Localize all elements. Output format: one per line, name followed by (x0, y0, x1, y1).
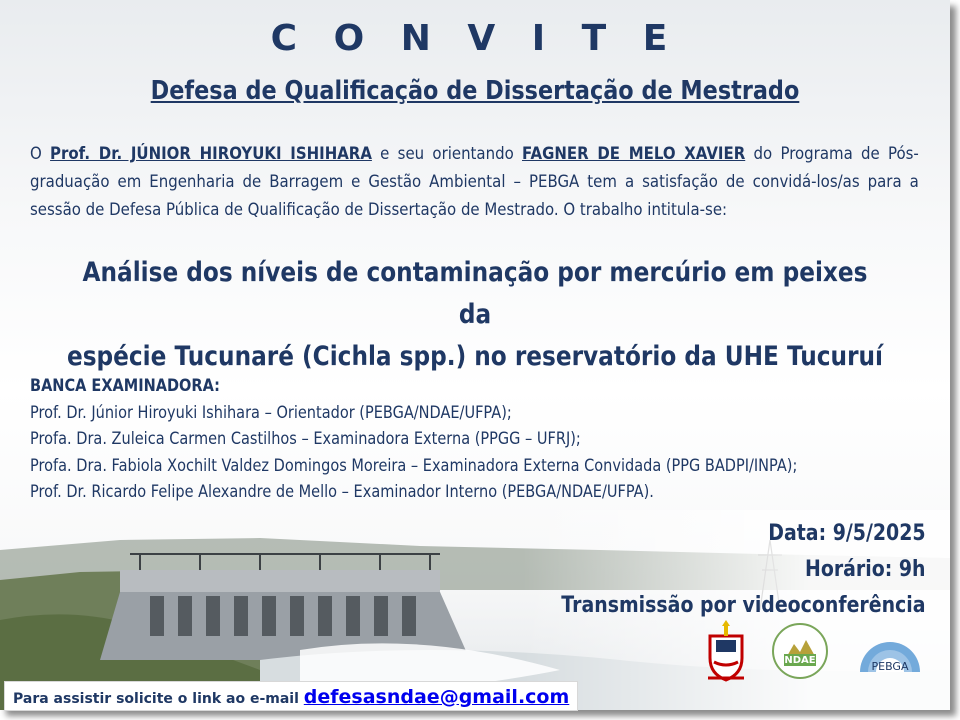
footer-text: Para assistir solicite o link ao e-mail (13, 691, 304, 707)
advisor-name: Prof. Dr. JÚNIOR HIROYUKI ISHIHARA (50, 144, 372, 164)
pebga-logo (860, 642, 920, 673)
footer-note (4, 681, 578, 711)
ndae-label: NDAE (784, 655, 816, 666)
event-time: Horário: 9h (805, 557, 926, 582)
ufpa-crest-icon (708, 620, 744, 680)
work-title-line-1: Análise dos níveis de contaminação por mercúrio em peixes da (82, 257, 868, 330)
intro-text-1: O (30, 144, 51, 164)
ndae-logo (773, 624, 827, 678)
institution-logos (700, 618, 940, 688)
board-member: Profa. Dra. Zuleica Carmen Castilhos – Examinadora Externa (PPGG – UFRJ); (30, 429, 581, 448)
invitation-title: C O N V I T E (270, 18, 680, 59)
contact-email-link[interactable]: defesasndae@gmail.com (303, 686, 570, 708)
intro-paragraph (30, 140, 919, 224)
student-name: FAGNER DE MELO XAVIER (522, 144, 746, 164)
examining-board (30, 373, 919, 506)
event-mode: Transmissão por videoconferência (561, 593, 926, 618)
event-subtitle: Defesa de Qualificação de Dissertação de Mestrado (150, 76, 800, 106)
event-date: Data: 9/5/2025 (768, 521, 926, 546)
board-member: Prof. Dr. Ricardo Felipe Alexandre de Mello – Examinador Interno (PEBGA/NDAE/UFPA). (30, 482, 654, 501)
board-member: Prof. Dr. Júnior Hiroyuki Ishihara – Orientador (PEBGA/NDAE/UFPA); (30, 402, 512, 422)
intro-text-2: e seu orientando (371, 144, 523, 164)
pebga-label: PEBGA (871, 660, 909, 673)
event-details (562, 516, 926, 624)
board-member: Profa. Dra. Fabiola Xochilt Valdez Domingos Moreira – Examinadora Externa Convidada (PPG BADPI/INPA); (30, 455, 798, 475)
work-title-line-2: espécie Tucunaré (Cichla spp.) no reservatório da UHE Tucuruí (66, 341, 884, 372)
work-title (67, 252, 884, 378)
examining-board-heading: BANCA EXAMINADORA: (30, 376, 220, 395)
intro-text-3: do Programa de Pós-graduação em Engenharia de Barragem e Gestão Ambiental – PEBGA tem a satisfação de convidá-los/as para a sessão de Defesa Pública de Qualificação de Dissertação de Mestrado. O trabalho intitula-se: (30, 144, 919, 220)
